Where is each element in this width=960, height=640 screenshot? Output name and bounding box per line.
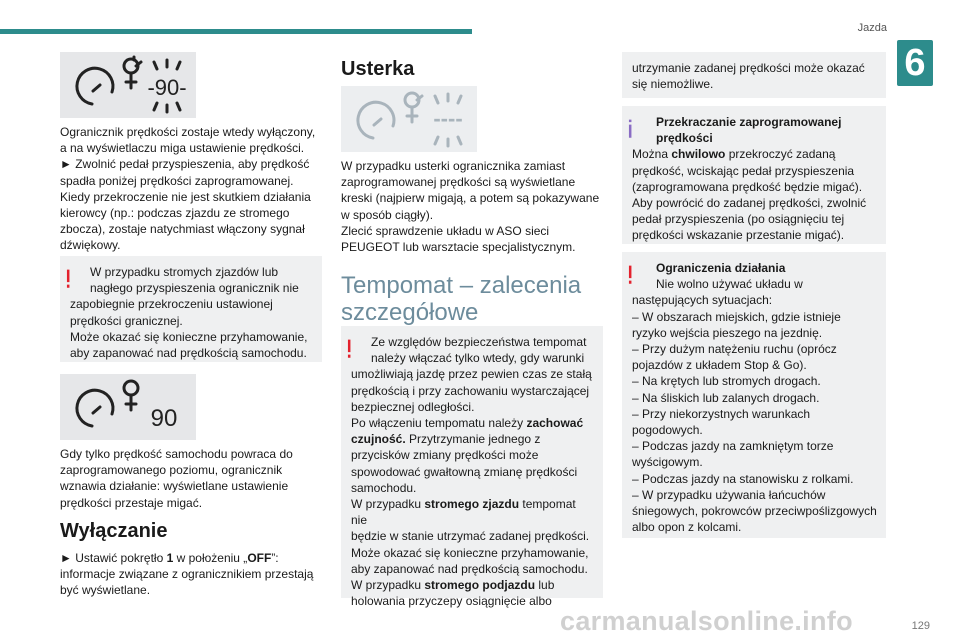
text-line: być wyświetlane. bbox=[60, 583, 151, 598]
para-limiter-disabled bbox=[60, 124, 325, 254]
heading-line: Tempomat – zalecenia bbox=[341, 272, 582, 299]
text-line: dźwiękowy. bbox=[60, 238, 121, 253]
text-line: – Przy dużym natężeniu ruchu (oprócz bbox=[632, 342, 837, 357]
text-line: Ze względów bezpieczeństwa tempomat bbox=[371, 335, 587, 349]
warning-note-continued bbox=[622, 52, 886, 98]
text-line: przycisków zmiany prędkości może bbox=[351, 448, 539, 463]
text-line: śniegowych, pokrowców przeciwpoślizgowych bbox=[632, 504, 877, 519]
text-line: kreski (najpierw migają, a potem są pokazywane bbox=[341, 191, 600, 206]
text-line: Ogranicznik prędkości zostaje wtedy wyłączony, bbox=[60, 125, 316, 139]
para-malfunction bbox=[341, 158, 606, 255]
text-line: – Podczas jazdy na zamkniętym torze bbox=[632, 439, 834, 454]
limiter-display-value: 90 bbox=[150, 405, 178, 432]
text-line: zaprogramowanej prędkości są wyświetlane bbox=[341, 175, 576, 190]
warning-note-cruise-safety bbox=[341, 326, 603, 609]
text-line: bezpiecznej odległości. bbox=[351, 399, 475, 414]
text-line: Nie wolno używać układu w bbox=[656, 277, 803, 292]
text-line: spadła poniżej prędkości zaprogramowanej. bbox=[60, 173, 294, 188]
text-line: zaprogramowanego poziomu, ogranicznik bbox=[60, 463, 283, 478]
text-line: (zaprogramowana prędkość będzie migać). bbox=[632, 179, 863, 194]
warning-note-operating-limits bbox=[622, 252, 886, 538]
text-line: czujność. Przytrzymanie jednego z bbox=[351, 432, 541, 447]
text-line: ryzyko wejścia pieszego na jezdnię. bbox=[632, 325, 823, 340]
text-line: umożliwiają jazdę przez pewien czas ze stałą bbox=[351, 367, 592, 382]
text-line: albo opon z kolcami. bbox=[632, 520, 742, 535]
text-line: kierowcy (np.: podczas zjazdu ze stromego bbox=[60, 206, 290, 221]
chapter-number-badge: 6 bbox=[897, 40, 933, 86]
text-line: wyścigowym. bbox=[632, 455, 703, 470]
text-line: należy włączać tylko wtedy, gdy warunki bbox=[371, 351, 585, 366]
warning-exclamation-icon bbox=[628, 260, 633, 290]
speed-limiter-fault-icon bbox=[341, 86, 477, 152]
limiter-display-dashes: ---- bbox=[433, 106, 463, 131]
text-line: pedał przyspieszenia (po osiągnięciu tej bbox=[632, 212, 845, 227]
text-line: informacje związane z ogranicznikiem przestają bbox=[60, 567, 314, 582]
text-line: w sposób ciągły). bbox=[341, 207, 434, 222]
text-line: Zlecić sprawdzenie układu w ASO sieci bbox=[341, 223, 550, 238]
text-line: holowania przyczepy osiągnięcie albo bbox=[351, 594, 552, 609]
text-line: utrzymanie zadanej prędkości może okazać bbox=[632, 61, 865, 75]
text-line: – Podczas jazdy na stanowisku z rolkami. bbox=[632, 471, 854, 486]
text-line: Może okazać się konieczne przyhamowanie, bbox=[70, 329, 308, 344]
text-line: wznawia działanie: wyświetlane ustawienie bbox=[60, 479, 289, 494]
text-line: pogodowych. bbox=[632, 423, 703, 438]
warning-exclamation-icon bbox=[347, 334, 352, 364]
section-title: Jazda bbox=[857, 22, 887, 34]
warning-note-steep-descent bbox=[60, 256, 322, 362]
text-line: W przypadku usterki ogranicznika zamiast bbox=[341, 159, 566, 173]
para-switch-off bbox=[60, 550, 325, 599]
text-line: zapobiegnie przekroczeniu ustawionej bbox=[70, 297, 273, 312]
text-line: prędkości przestaje migać. bbox=[60, 495, 203, 510]
heading-switching-off: Wyłączanie bbox=[60, 520, 168, 542]
text-line: W przypadku stromych zjazdów lub bbox=[90, 265, 279, 279]
text-line: – W przypadku używania łańcuchów bbox=[632, 487, 826, 502]
text-line: samochodu. bbox=[351, 480, 417, 495]
text-line: Gdy tylko prędkość samochodu powraca do bbox=[60, 447, 293, 461]
text-line: ► Ustawić pokrętło 1 w położeniu „OFF”: bbox=[60, 551, 279, 565]
text-line: prędkością i przy zachowaniu wystarczającej bbox=[351, 383, 590, 398]
text-line: W przypadku stromego podjazdu lub bbox=[351, 578, 555, 593]
text-line: się niemożliwe. bbox=[632, 77, 714, 92]
text-line: będzie w stanie utrzymać zadanej prędkości. bbox=[351, 529, 590, 544]
text-line: W przypadku stromego zjazdu tempomat nie bbox=[351, 497, 576, 528]
text-line: – W obszarach miejskich, gdzie istnieje bbox=[632, 309, 841, 324]
text-line: Kiedy przekroczenie nie jest skutkiem działania bbox=[60, 189, 311, 204]
text-line: – Przy niekorzystnych warunkach bbox=[632, 406, 811, 421]
text-line: Można chwilowo przekroczyć zadaną bbox=[632, 147, 836, 162]
speed-limiter-blink-icon bbox=[60, 52, 196, 118]
info-note-exceeding-speed bbox=[622, 106, 886, 244]
text-line: spowodować gwałtowną zmianę prędkości bbox=[351, 464, 578, 479]
text-line: prędkość, wciskając pedał przyspieszenia bbox=[632, 163, 855, 178]
limiter-display-blink: -90- bbox=[147, 75, 187, 100]
para-limiter-resume bbox=[60, 446, 325, 511]
text-line: pojazdów z układem Stop & Go). bbox=[632, 358, 807, 373]
text-line: następujących sytuacjach: bbox=[632, 293, 773, 308]
text-line: nagłego przyspieszenia ogranicznik nie bbox=[90, 281, 299, 296]
info-icon bbox=[628, 114, 633, 144]
text-line: Po włączeniu tempomatu należy zachować bbox=[351, 416, 584, 431]
text-line: a na wyświetlaczu miga ustawienie prędkości. bbox=[60, 141, 305, 156]
info-title: prędkości bbox=[656, 131, 713, 146]
text-line: PEUGEOT lub warsztacie specjalistycznym. bbox=[341, 240, 576, 255]
text-line: aby zapanować nad prędkością samochodu. bbox=[70, 346, 307, 361]
text-line: – Na krętych lub stromych drogach. bbox=[632, 374, 821, 389]
text-line: Aby powrócić do zadanej prędkości, zwolnić bbox=[632, 196, 867, 211]
text-line: prędkości wskazanie przestanie migać). bbox=[632, 228, 845, 243]
heading-cruise-control-recommendations bbox=[341, 272, 581, 326]
watermark: carmanualsonline.info bbox=[560, 606, 853, 636]
page-number: 129 bbox=[911, 620, 930, 632]
text-line: ► Zwolnić pedał przyspieszenia, aby prędkość bbox=[60, 157, 310, 172]
info-title: Przekraczanie zaprogramowanej bbox=[656, 115, 842, 129]
header-accent-bar bbox=[0, 29, 472, 34]
text-line: zbocza), zostaje natychmiast włączony sygnał bbox=[60, 222, 305, 237]
text-line: – Na śliskich lub zalanych drogach. bbox=[632, 390, 820, 405]
text-line: Może okazać się konieczne przyhamowanie, bbox=[351, 545, 589, 560]
warning-exclamation-icon bbox=[66, 264, 71, 294]
speed-limiter-active-icon bbox=[60, 374, 196, 440]
text-line: aby zapanować nad prędkością samochodu. bbox=[351, 561, 588, 576]
warning-title: Ograniczenia działania bbox=[656, 261, 786, 275]
heading-line: szczegółowe bbox=[341, 299, 479, 326]
heading-malfunction: Usterka bbox=[341, 58, 415, 80]
text-line: prędkości granicznej. bbox=[70, 313, 183, 328]
